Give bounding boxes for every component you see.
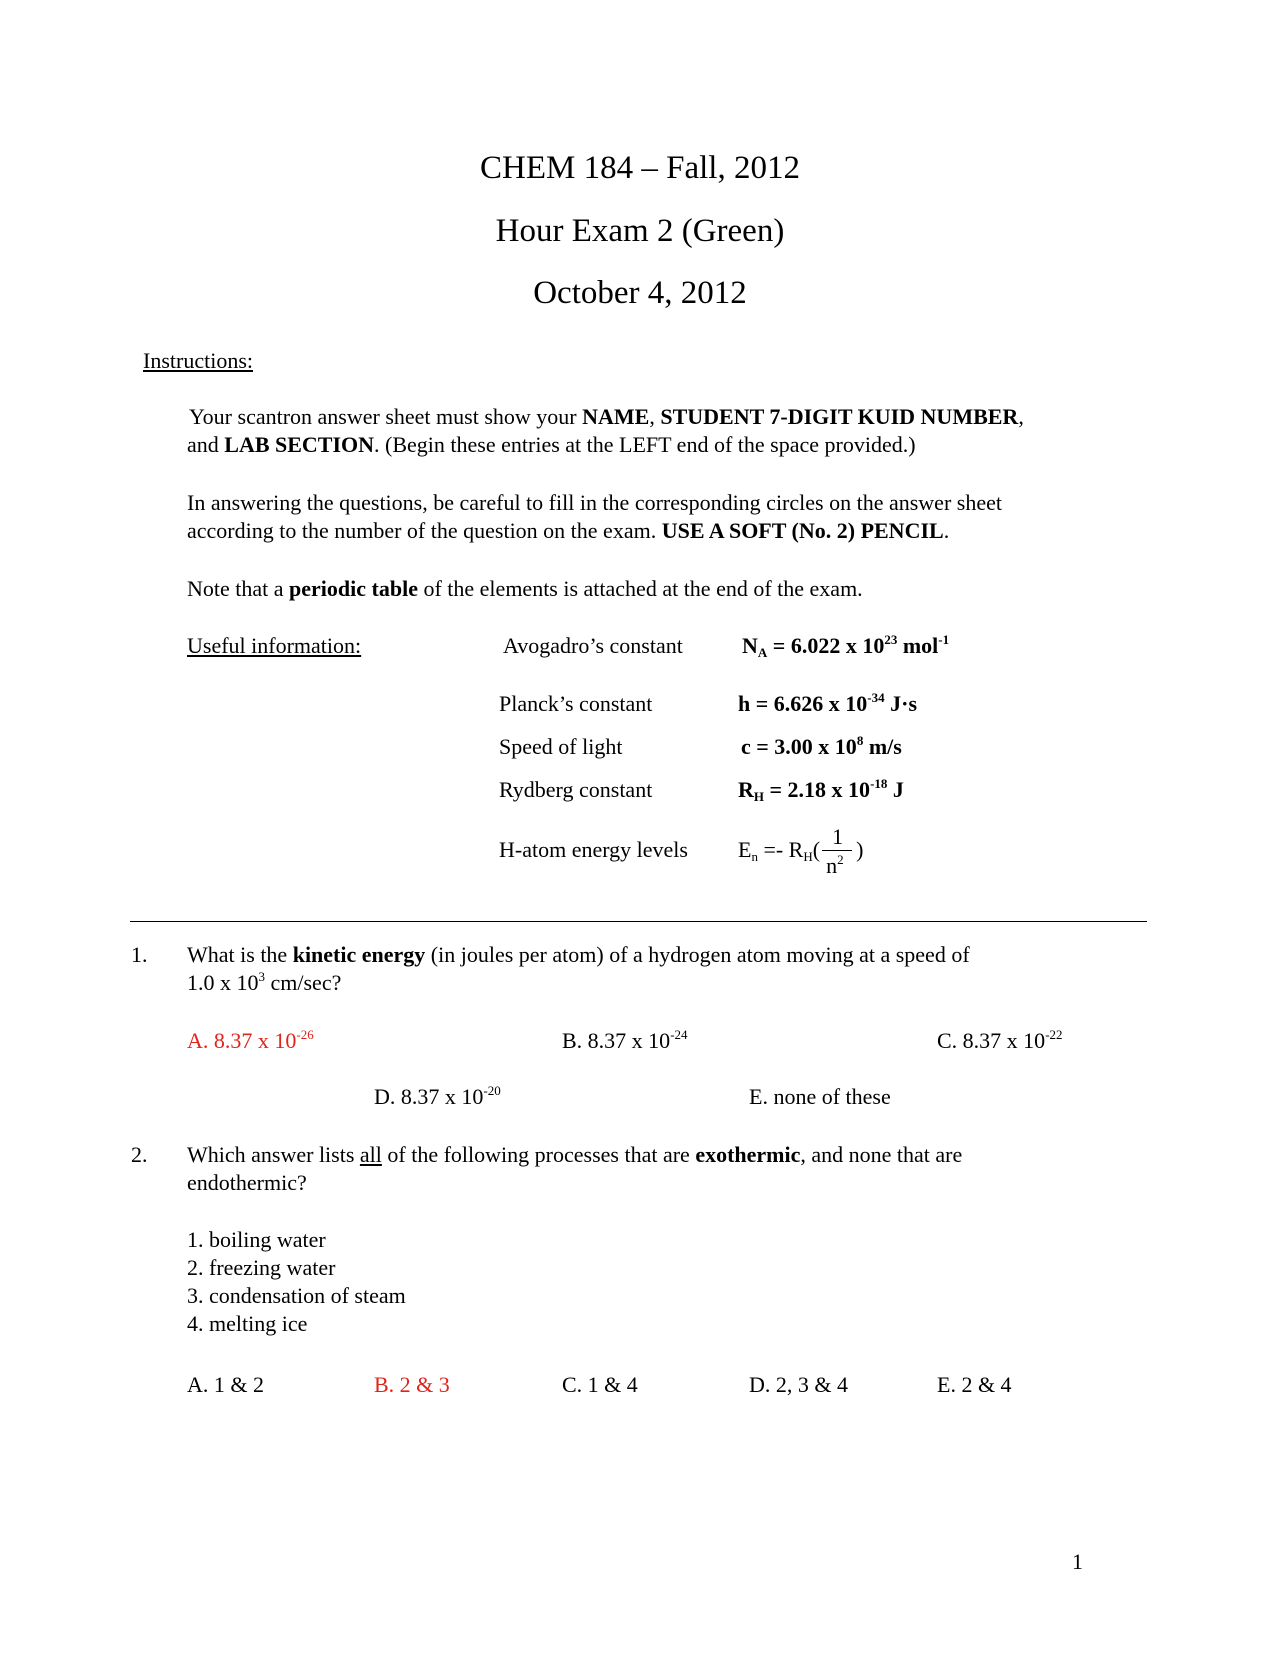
instructions-p1-line2: and LAB SECTION. (Begin these entries at the LEFT end of the space provided.)	[187, 432, 916, 457]
planck-value: h = 6.626 x $10^{-34}$ J·s	[738, 690, 918, 716]
q1-choice-b: B. 8.37 x $10^{-24}$	[562, 1027, 688, 1053]
hatom-formula: $E_n =- R_H$( $\frac{1}{n^2}$ )	[738, 824, 864, 878]
q2-text-line2: endothermic?	[187, 1170, 307, 1195]
q2-choice-d: D. 2, 3 & 4	[749, 1372, 848, 1397]
rydberg-label: Rydberg constant	[499, 777, 653, 802]
q2-item-1: 1. boiling water	[187, 1227, 326, 1252]
q1-choice-c: C. 8.37 x $10^{-22}$	[937, 1027, 1063, 1053]
rydberg-value: $R_H = 2.18$ x $10^{-18}$ J	[738, 776, 904, 804]
instructions-p1-line1: Your scantron answer sheet must show your NAME, STUDENT 7-DIGIT KUID NUMBER,	[189, 404, 1024, 429]
hatom-fraction-numerator: 1	[832, 824, 844, 849]
q2-item-3: 3. condensation of steam	[187, 1283, 406, 1308]
exam-subtitle: Hour Exam 2 (Green)	[495, 213, 785, 249]
q1-choice-d: D. 8.37 x $10^{-20}$	[374, 1083, 501, 1109]
q2-choice-a: A. 1 & 2	[187, 1372, 264, 1397]
q2-item-4: 4. melting ice	[187, 1311, 308, 1336]
section-divider	[130, 921, 1147, 922]
hatom-fraction-bar	[822, 850, 852, 851]
light-value: c = 3.00 x $10^8$ m/s	[741, 733, 902, 759]
q2-number: 2.	[131, 1142, 148, 1167]
q2-choice-b: B. 2 & 3	[374, 1372, 450, 1397]
q1-choice-e: E. none of these	[749, 1084, 891, 1109]
hatom-fraction-denominator: $n^2$	[826, 852, 844, 878]
avogadro-label: Avogadro’s constant	[503, 633, 683, 658]
planck-label: Planck’s constant	[499, 691, 653, 716]
instructions-p2-line2: according to the number of the question on the exam. USE A SOFT (No. 2) PENCIL.	[187, 518, 950, 543]
page-number: 1	[1072, 1549, 1083, 1574]
q1-choice-a: A. 8.37 x $10^{-26}$	[187, 1027, 314, 1053]
q1-text-line2: 1.0 x $10^3$ cm/sec?	[187, 969, 342, 995]
instructions-heading: Instructions:	[143, 348, 253, 373]
q2-item-2: 2. freezing water	[187, 1255, 336, 1280]
instructions-p3: Note that a periodic table of the elements is attached at the end of the exam.	[187, 576, 863, 601]
avogadro-value: $N_A = 6.022$ x $10^{23}$ mol$^{-1}$	[742, 632, 950, 660]
q2-choice-e: E. 2 & 4	[937, 1372, 1012, 1397]
exam-date: October 4, 2012	[533, 275, 747, 311]
light-label: Speed of light	[499, 734, 623, 759]
q2-text-line1: Which answer lists all of the following processes that are exothermic, and none that are	[187, 1142, 963, 1167]
hatom-label: H-atom energy levels	[499, 837, 688, 862]
hatom-fraction	[820, 824, 856, 878]
q2-choice-c: C. 1 & 4	[562, 1372, 638, 1397]
q1-text-line1: What is the kinetic energy (in joules per atom) of a hydrogen atom moving at a speed of	[187, 942, 970, 967]
q1-number: 1.	[131, 942, 148, 967]
instructions-p2-line1: In answering the questions, be careful to fill in the corresponding circles on the answer sheet	[187, 490, 1002, 515]
exam-title: CHEM 184 – Fall, 2012	[480, 150, 800, 186]
useful-info-heading: Useful information:	[187, 633, 362, 658]
